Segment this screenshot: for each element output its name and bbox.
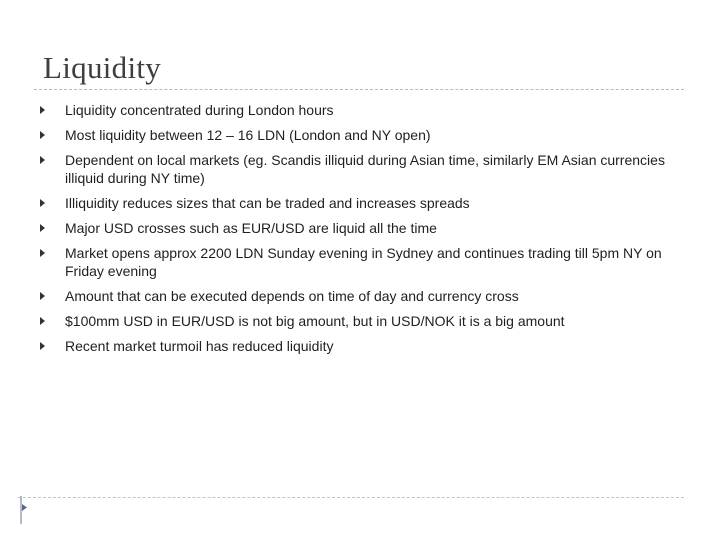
triangle-bullet-icon: [40, 249, 45, 257]
title-divider: [34, 89, 684, 90]
bullet-list: [40, 101, 680, 362]
bullet-text: Illiquidity reduces sizes that can be traded and increases spreads: [65, 195, 470, 211]
list-item: [40, 126, 680, 144]
bullet-text: Dependent on local markets (eg. Scandis illiquid during Asian time, similarly EM Asian currencies illiquid during NY time): [65, 152, 665, 186]
list-item: [40, 244, 680, 280]
triangle-bullet-icon: [40, 317, 45, 325]
footer-divider: [18, 497, 684, 498]
slide-title: Liquidity: [43, 50, 162, 85]
bullet-text: Recent market turmoil has reduced liquidity: [65, 338, 334, 354]
list-item: [40, 337, 680, 355]
triangle-bullet-icon: [40, 131, 45, 139]
bullet-text: Liquidity concentrated during London hours: [65, 102, 334, 118]
list-item: [40, 101, 680, 119]
triangle-bullet-icon: [40, 224, 45, 232]
list-item: [40, 151, 680, 187]
bullet-text: Major USD crosses such as EUR/USD are liquid all the time: [65, 220, 437, 236]
bullet-text: Market opens approx 2200 LDN Sunday evening in Sydney and continues trading till 5pm NY on Friday evening: [65, 245, 662, 279]
triangle-bullet-icon: [40, 156, 45, 164]
list-item: [40, 312, 680, 330]
bullet-text: Most liquidity between 12 – 16 LDN (London and NY open): [65, 127, 431, 143]
triangle-bullet-icon: [40, 106, 45, 114]
triangle-bullet-icon: [40, 292, 45, 300]
bullet-text: $100mm USD in EUR/USD is not big amount, but in USD/NOK it is a big amount: [65, 313, 565, 329]
list-item: [40, 219, 680, 237]
triangle-bullet-icon: [40, 342, 45, 350]
list-item: [40, 194, 680, 212]
triangle-bullet-icon: [40, 199, 45, 207]
list-item: [40, 287, 680, 305]
corner-decoration-icon: [15, 488, 27, 528]
bullet-text: Amount that can be executed depends on time of day and currency cross: [65, 288, 519, 304]
